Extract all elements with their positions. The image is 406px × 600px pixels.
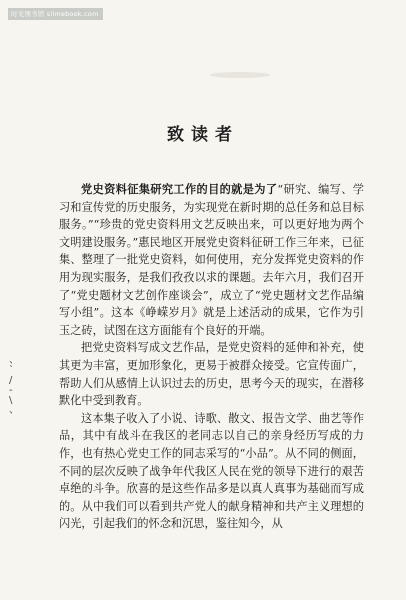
page-title: 致读者: [167, 125, 239, 145]
paragraph-3-text: 这本集子收入了小说、诗歌、散文、报告文学、曲艺等作品，其中有战斗在我区的老同志以自己的亲身经历写成的力作，也有热心党史工作的同志采写的“小品”。从不同的侧面，不同的层次反映了战争年代我区人民在党的领导下进行的艰苦卓绝的斗争。欣喜的是这些作品多是以真人真事为基础而写成的。从中我们可以看到共产党人的献身精神和共产主义理想的闪光，引起我们的怀念和沉思，鉴往知今，从: [59, 411, 364, 531]
margin-mark: /: [9, 375, 13, 386]
paragraph-1-text: “研究、编写、学习和宣传党的历史服务，为实现党在新时期的总任务和总目标服务。”“珍贵的党史资料用文艺反映出来，可以更好地为两个文明建设服务。”惠民地区开展党史资料征研工作三年来，已征集、整理了一批党史资料，如何使用，充分发挥党史资料的作用为现实服务，是我们孜孜以求的课题。去年六月，我们召开了“党史题材文艺创作座谈会”，成立了“党史题材文艺作品编写小组”。这本《峥嵘岁月》就是上述活动的成果，它作为引玉之砖，试图在这方面能有个良好的开端。: [59, 183, 364, 337]
margin-marks: [9, 356, 23, 416]
margin-mark: ‑: [9, 385, 13, 396]
body-text: [59, 181, 364, 533]
margin-mark: 、: [9, 405, 19, 416]
paragraph-3: [59, 410, 364, 533]
paragraph-2: [59, 339, 364, 409]
paragraph-1: [59, 181, 364, 339]
margin-mark: 、: [9, 355, 19, 366]
watermark-label: 时光图书馆 sllmebook.com: [8, 8, 103, 20]
paragraph-2-text: 把党史资料写成文艺作品，是党史资料的延伸和补充，使其更为丰富，更加形象化，更易于被群众接受。它宣传面广，帮助人们从感情上认识过去的历史，思考今天的现实，在潜移默化中受到教育。: [59, 341, 364, 408]
margin-mark: \: [9, 395, 13, 406]
paper-smudge: [210, 72, 270, 78]
margin-mark: `: [9, 365, 14, 376]
paragraph-1-lead: 党史资料征集研究工作的目的就是为了: [81, 182, 278, 196]
